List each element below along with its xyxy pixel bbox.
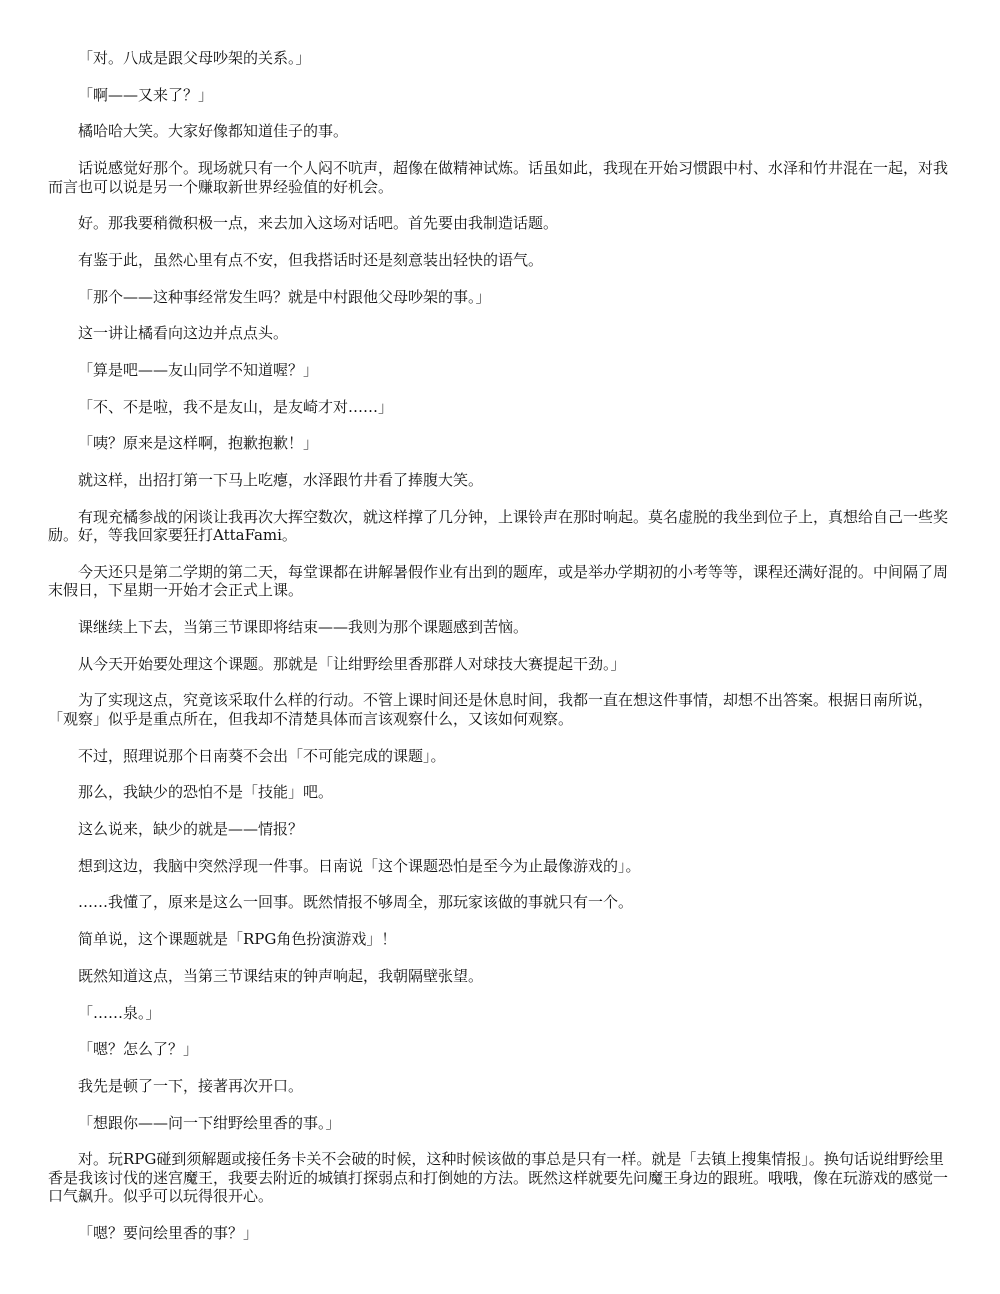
paragraph: 课继续上下去，当第三节课即将结束——我则为那个课题感到苦恼。	[78, 618, 529, 637]
paragraph: 橘哈哈大笑。大家好像都知道佳子的事。	[78, 122, 349, 141]
paragraph: 就这样，出招打第一下马上吃瘪，水泽跟竹井看了捧腹大笑。	[78, 471, 484, 490]
paragraph: 「想跟你——问一下绀野绘里香的事。」	[78, 1113, 341, 1132]
paragraph: 不过，照理说那个日南葵不会出「不可能完成的课题」。	[78, 746, 446, 765]
paragraph: 「嗯？怎么了？」	[78, 1040, 199, 1059]
paragraph: 这么说来，缺少的就是——情报？	[78, 819, 304, 838]
paragraph: 对。玩RPG碰到须解题或接任务卡关不会破的时候，这种时候该做的事总是只有一样。就是「去镇上搜集情报」。换句话说绀野绘里香是我该讨伐的迷宫魔王，我要去附近的城镇打探弱点和打倒她的方法。既然这样就要先问魔王身边的跟班。哦哦，像在玩游戏的感觉一口气飙升。似乎可以玩得很开心。	[48, 1150, 949, 1206]
paragraph: 我先是顿了一下，接著再次开口。	[78, 1076, 304, 1095]
paragraph: 「……泉。」	[78, 1003, 161, 1022]
paragraph: 为了实现这点，究竟该采取什么样的行动。不管上课时间还是休息时间，我都一直在想这件事情，却想不出答案。根据日南所说，「观察」似乎是重点所在，但我却不清楚具体而言该观察什么，又该如何观察。	[48, 691, 934, 728]
paragraph: 有现充橘参战的闲谈让我再次大挥空数次，就这样撑了几分钟，上课铃声在那时响起。莫名虚脱的我坐到位子上，真想给自己一些奖励。好，等我回家要狂打AttaFami。	[48, 507, 949, 545]
paragraph: 「咦？原来是这样啊，抱歉抱歉！」	[78, 434, 319, 453]
paragraph: 简单说，这个课题就是「RPG角色扮演游戏」！	[78, 930, 397, 949]
paragraph: 「那个——这种事经常发生吗？就是中村跟他父母吵架的事。」	[78, 287, 491, 306]
paragraph: 话说感觉好那个。现场就只有一个人闷不吭声，超像在做精神试炼。话虽如此，我现在开始习惯跟中村、水泽和竹井混在一起，对我而言也可以说是另一个赚取新世界经验值的好机会。	[48, 159, 949, 196]
paragraph: 「对。八成是跟父母吵架的关系。」	[78, 49, 311, 67]
paragraph: 今天还只是第二学期的第二天，每堂课都在讲解暑假作业有出到的题库，或是举办学期初的小考等等，课程还满好混的。中间隔了周末假日，下星期一开始才会正式上课。	[48, 562, 949, 600]
paragraph: 从今天开始要处理这个课题。那就是「让绀野绘里香那群人对球技大赛提起干劲。」	[78, 654, 626, 673]
paragraph: 「啊——又来了？」	[78, 85, 214, 104]
paragraph: ……我懂了，原来是这么一回事。既然情报不够周全，那玩家该做的事就只有一个。	[78, 893, 634, 912]
paragraph: 既然知道这点，当第三节课结束的钟声响起，我朝隔壁张望。	[78, 966, 484, 985]
paragraph: 那么，我缺少的恐怕不是「技能」吧。	[78, 783, 334, 802]
paragraph: 有鉴于此，虽然心里有点不安，但我搭话时还是刻意装出轻快的语气。	[78, 250, 544, 269]
paragraph: 「不、不是啦，我不是友山，是友崎才对……」	[78, 397, 394, 416]
body-text	[48, 49, 948, 1261]
paragraph: 「算是吧——友山同学不知道喔？」	[78, 361, 319, 380]
paragraph: 「嗯？要问绘里香的事？」	[78, 1223, 259, 1242]
paragraph: 好。那我要稍微积极一点，来去加入这场对话吧。首先要由我制造话题。	[78, 214, 559, 233]
paragraph: 想到这边，我脑中突然浮现一件事。日南说「这个课题恐怕是至今为止最像游戏的」。	[78, 856, 641, 875]
paragraph: 这一讲让橘看向这边并点点头。	[78, 324, 289, 343]
